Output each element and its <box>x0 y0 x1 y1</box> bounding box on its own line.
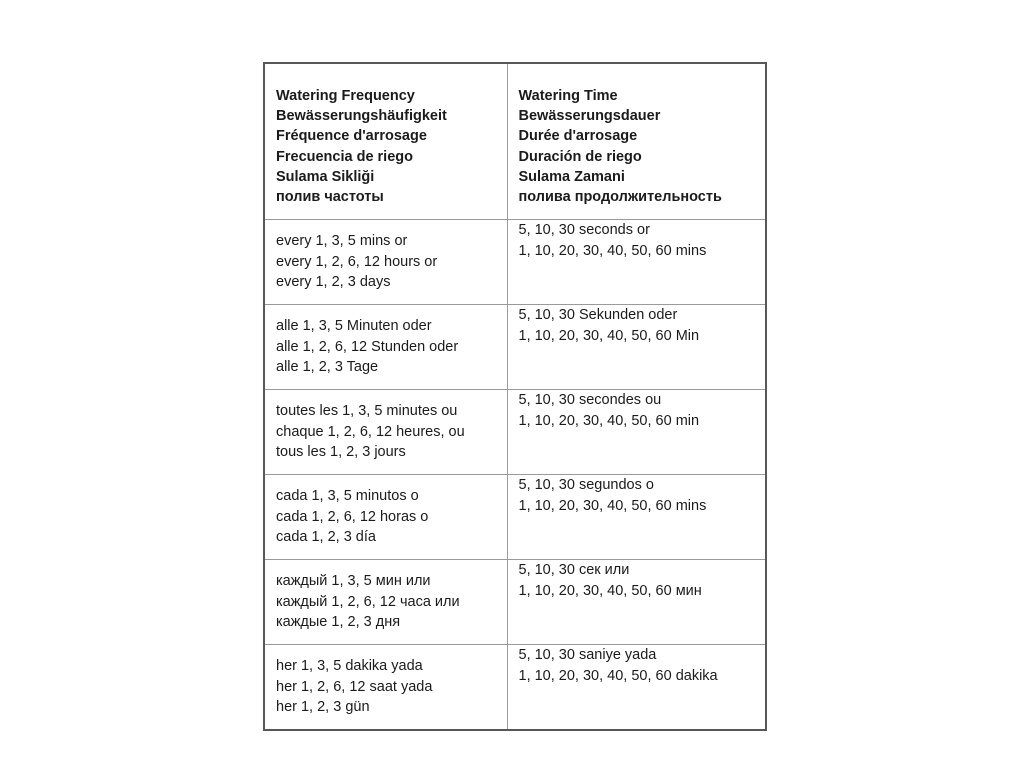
time-lines <box>508 645 766 686</box>
table-row <box>264 305 766 390</box>
time-line: 1, 10, 20, 30, 40, 50, 60 мин <box>518 582 702 599</box>
frequency-line: alle 1, 3, 5 Minuten oder <box>276 318 432 334</box>
time-line: 5, 10, 30 segundos o <box>518 477 654 493</box>
header-cell-frequency <box>264 63 507 220</box>
header-frequency-fr: Fréquence d'arrosage <box>276 128 427 145</box>
header-row <box>264 63 766 220</box>
cell-frequency <box>264 645 507 731</box>
header-time-fr: Durée d'arrosage <box>518 128 638 145</box>
cell-time <box>507 390 766 475</box>
cell-frequency <box>264 475 507 560</box>
header-frequency-ru: полив частоты <box>276 189 384 206</box>
time-line: 1, 10, 20, 30, 40, 50, 60 min <box>518 412 700 429</box>
frequency-line: her 1, 2, 6, 12 saat yada <box>276 678 433 695</box>
table-body <box>264 220 766 731</box>
table-row <box>264 645 766 731</box>
header-frequency-es: Frecuencia de riego <box>276 148 413 165</box>
time-lines <box>508 220 766 261</box>
frequency-lines <box>265 390 507 471</box>
time-line: 1, 10, 20, 30, 40, 50, 60 Min <box>518 327 700 344</box>
frequency-line: cada 1, 2, 6, 12 horas o <box>276 508 429 525</box>
header-time-tr: Sulama Zamani <box>518 168 625 185</box>
cell-frequency <box>264 305 507 390</box>
time-line: 5, 10, 30 Sekunden oder <box>518 307 678 323</box>
cell-frequency <box>264 220 507 305</box>
frequency-lines <box>265 560 507 641</box>
time-line: 5, 10, 30 seconds or <box>518 222 650 238</box>
table-row <box>264 475 766 560</box>
frequency-line: cada 1, 2, 3 día <box>276 529 376 546</box>
cell-frequency <box>264 390 507 475</box>
frequency-line: her 1, 2, 3 gün <box>276 699 370 716</box>
watering-schedule-table-wrapper <box>263 62 765 731</box>
cell-time <box>507 220 766 305</box>
frequency-line: tous les 1, 2, 3 jours <box>276 444 406 461</box>
header-time-en: Watering Time <box>518 88 618 104</box>
frequency-line: каждые 1, 2, 3 дня <box>276 614 401 631</box>
header-time-es: Duración de riego <box>518 148 642 165</box>
header-frequency-en: Watering Frequency <box>276 88 415 104</box>
frequency-line: каждый 1, 3, 5 мин или <box>276 573 431 589</box>
frequency-line: toutes les 1, 3, 5 minutes ou <box>276 403 458 419</box>
time-lines <box>508 390 766 431</box>
frequency-line: every 1, 2, 6, 12 hours or <box>276 253 438 270</box>
time-lines <box>508 475 766 516</box>
table-row <box>264 560 766 645</box>
header-frequency-lines <box>265 64 507 217</box>
frequency-line: every 1, 2, 3 days <box>276 274 391 291</box>
table-row <box>264 390 766 475</box>
watering-schedule-table <box>263 62 767 731</box>
header-time-lines <box>508 64 766 217</box>
header-time-de: Bewässerungsdauer <box>518 108 661 125</box>
time-line: 5, 10, 30 сек или <box>518 562 630 578</box>
frequency-line: cada 1, 3, 5 minutos o <box>276 488 419 504</box>
frequency-lines <box>265 305 507 386</box>
time-line: 5, 10, 30 secondes ou <box>518 392 662 408</box>
table-row <box>264 220 766 305</box>
frequency-line: every 1, 3, 5 mins or <box>276 233 408 249</box>
header-cell-time <box>507 63 766 220</box>
header-frequency-de: Bewässerungshäufigkeit <box>276 108 447 125</box>
time-line: 5, 10, 30 saniye yada <box>518 647 657 663</box>
cell-time <box>507 645 766 731</box>
header-frequency-tr: Sulama Sikliği <box>276 168 375 185</box>
cell-time <box>507 475 766 560</box>
time-line: 1, 10, 20, 30, 40, 50, 60 mins <box>518 242 707 259</box>
cell-frequency <box>264 560 507 645</box>
frequency-line: her 1, 3, 5 dakika yada <box>276 658 423 674</box>
frequency-lines <box>265 475 507 556</box>
frequency-lines <box>265 220 507 301</box>
cell-time <box>507 560 766 645</box>
frequency-line: alle 1, 2, 3 Tage <box>276 359 379 376</box>
frequency-lines <box>265 645 507 726</box>
time-lines <box>508 305 766 346</box>
time-line: 1, 10, 20, 30, 40, 50, 60 dakika <box>518 667 718 684</box>
frequency-line: chaque 1, 2, 6, 12 heures, ou <box>276 423 465 440</box>
frequency-line: каждый 1, 2, 6, 12 часа или <box>276 593 460 610</box>
frequency-line: alle 1, 2, 6, 12 Stunden oder <box>276 338 459 355</box>
table-header <box>264 63 766 220</box>
header-time-ru: полива продолжительность <box>518 189 722 206</box>
cell-time <box>507 305 766 390</box>
time-lines <box>508 560 766 601</box>
time-line: 1, 10, 20, 30, 40, 50, 60 mins <box>518 497 707 514</box>
